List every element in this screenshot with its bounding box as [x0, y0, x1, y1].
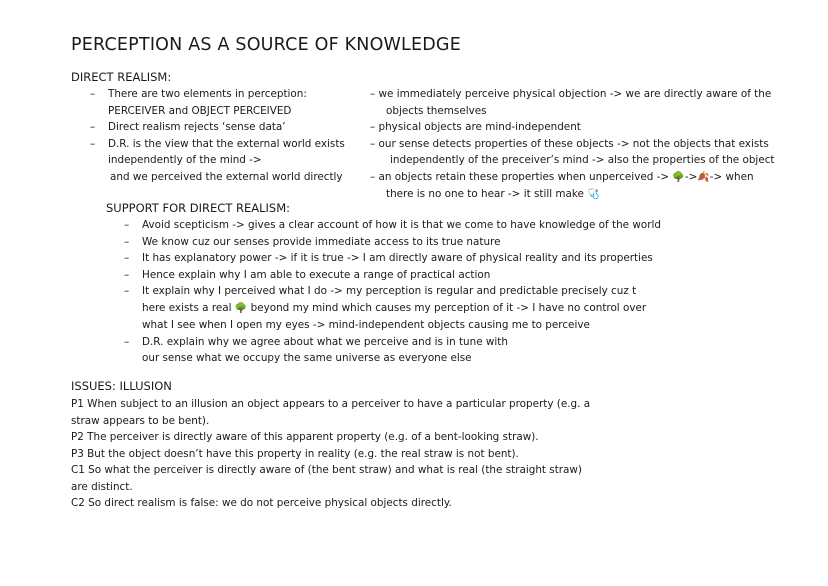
issues-heading: ISSUES: ILLUSION [71, 379, 172, 393]
right-column [370, 86, 775, 204]
left-bullet: – D.R. is the view that the external world exists [90, 137, 345, 150]
left-bullet: – Direct realism rejects ‘sense data’ [90, 121, 286, 133]
support-item: – It explain why I perceived what I do -> my perception is regular and predictable precisely cuz t [124, 285, 637, 297]
left-bullet-cont: PERCEIVER and OBJECT PERCEIVED [108, 104, 292, 117]
left-bullet-cont: independently of the mind -> [108, 154, 262, 166]
issues-list [71, 396, 590, 512]
right-bullet: – an objects retain these properties when unperceived -> 🌳->🍂-> when [370, 170, 754, 183]
left-column [90, 86, 345, 185]
support-item: – We know cuz our senses provide immediate access to its true nature [124, 235, 501, 248]
page-title: PERCEPTION AS A SOURCE OF KNOWLEDGE [71, 35, 461, 55]
issue-line: P1 When subject to an illusion an object appears to a perceiver to have a particular property (e.g. a [71, 398, 591, 410]
right-bullet: – our sense detects properties of these objects -> not the objects that exists [370, 137, 769, 150]
tree-icon: 🌳 [234, 302, 248, 314]
right-bullet-cont: there is no one to hear -> it still make 🩺 [386, 188, 600, 200]
right-bullet: – physical objects are mind-independent [370, 121, 581, 133]
right-bullet: – we immediately perceive physical objection -> we are directly aware of the [370, 88, 772, 100]
stethoscope-icon: 🩺 [587, 189, 600, 200]
support-item-cont: our sense what we occupy the same universe as everyone else [142, 352, 472, 364]
issue-line: are distinct. [71, 480, 133, 493]
direct-realism-heading: DIRECT REALISM: [71, 70, 172, 84]
support-item-cont: what I see when I open my eyes -> mind-independent objects causing me to perceive [142, 319, 590, 331]
support-item: – Avoid scepticism -> gives a clear account of how it is that we come to have knowledge of the world [124, 219, 661, 231]
support-item: – It has explanatory power -> if it is true -> I am directly aware of physical reality and its properties [124, 252, 653, 264]
issue-line: P2 The perceiver is directly aware of this apparent property (e.g. of a bent-looking straw). [71, 431, 539, 443]
right-bullet-cont: objects themselves [386, 104, 487, 117]
leaves-icon: 🍂 [697, 171, 710, 183]
issue-line: P3 But the object doesn’t have this property in reality (e.g. the real straw is not bent). [71, 447, 519, 460]
support-item: – D.R. explain why we agree about what we perceive and is in tune with [124, 335, 508, 348]
tree-icon: 🌳 [672, 171, 685, 183]
support-item: – Hence explain why I am able to execute a range of practical action [124, 268, 491, 281]
issue-line: straw appears to be bent). [71, 414, 210, 427]
left-bullet: – There are two elements in perception: [90, 88, 307, 100]
issue-line: C2 So direct realism is false: we do not perceive physical objects directly. [71, 497, 452, 509]
support-heading: SUPPORT FOR DIRECT REALISM: [106, 201, 291, 215]
left-bullet-cont: and we perceived the external world directly [110, 170, 343, 183]
support-list [124, 217, 661, 367]
issue-line: C1 So what the perceiver is directly aware of (the bent straw) and what is real (the straight straw) [71, 464, 582, 476]
right-bullet-cont: independently of the preceiver’s mind -> also the properties of the object [390, 154, 775, 166]
support-item-cont: here exists a real 🌳 beyond my mind which causes my perception of it -> I have no control over [142, 301, 647, 314]
